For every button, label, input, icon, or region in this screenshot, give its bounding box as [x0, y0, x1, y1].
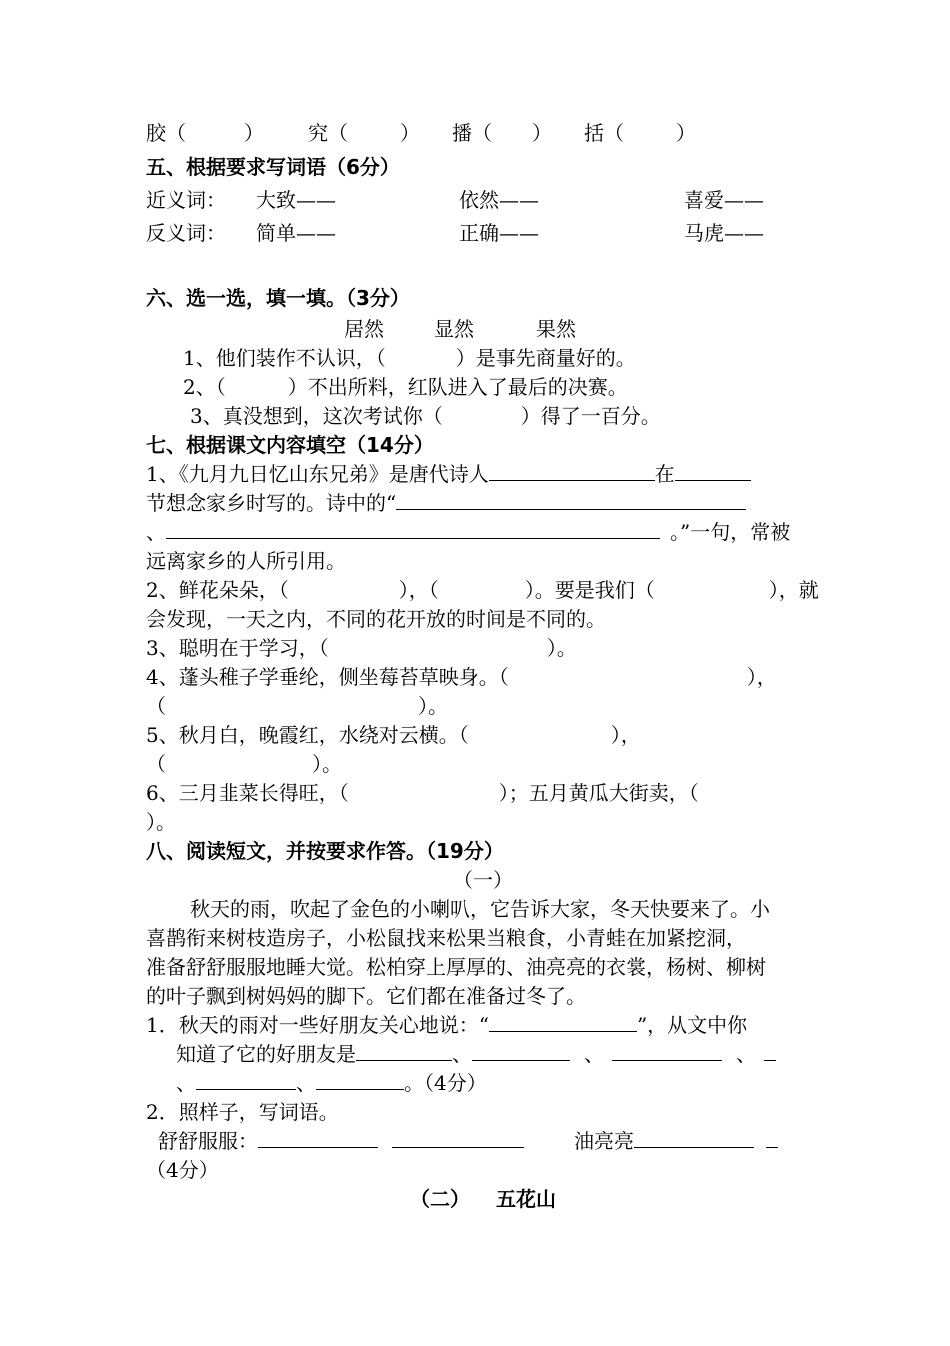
char-jiao: 胶（ — [146, 121, 186, 145]
s7-q2-line1: 2、鲜花朵朵，（ ），（ ）。要是我们（ ），就 — [146, 578, 819, 602]
blank-poet[interactable] — [489, 460, 655, 481]
s6-question-3: 3、真没想到，这次考试你（ ）得了一百分。 — [190, 404, 661, 428]
s7-q1-line4: 远离家乡的人所引用。 — [146, 549, 346, 573]
s8-q1-line1: 1．秋天的雨对一些好朋友关心地说：“ ”，从文中你 — [146, 1013, 748, 1037]
blank-word-3[interactable] — [634, 1127, 754, 1148]
s6-question-1: 1、他们装作不认识，（ ）是事先商量好的。 — [183, 346, 636, 370]
char-kuo: 括（ — [584, 121, 624, 145]
near-word-2: 依然—— — [459, 188, 539, 212]
anti-word-3: 马虎—— — [684, 221, 764, 245]
near-word-1: 大致—— — [256, 188, 336, 212]
passage-line-4: 的叶子飘到树妈妈的脚下。它们都在准备过冬了。 — [146, 984, 586, 1008]
option-word-3: 果然 — [536, 317, 576, 341]
s7-q5-line1: 5、秋月白，晚霞红，水绕对云横。（ ）， — [146, 723, 641, 747]
s7-q4-line2: （ ）。 — [146, 694, 448, 718]
s7-q6-line1: 6、三月韭菜长得旺，（ ）；五月黄瓜大街卖，（ — [146, 781, 699, 805]
blank-quote[interactable] — [489, 1011, 637, 1032]
anti-word-2: 正确—— — [459, 221, 539, 245]
passage-1-label: （一） — [453, 868, 513, 892]
anti-label: 反义词： — [146, 221, 226, 245]
s7-q6-line2: ）。 — [146, 810, 176, 834]
s6-question-2: 2、（ ）不出所料，红队进入了最后的决赛。 — [183, 375, 628, 399]
char-jiu: 究（ — [308, 121, 348, 145]
section-7-heading: 七、根据课文内容填空（14分） — [146, 433, 434, 457]
s8-q2-example-row: 舒舒服服： 油亮亮 — [158, 1127, 778, 1155]
passage-2-title: （二） 五花山 — [410, 1187, 556, 1211]
blank-friend-3[interactable] — [612, 1040, 722, 1061]
pinyin-row: 胶（ ） 究（ ） 播（ ） 括（ ） — [146, 121, 696, 145]
s7-q1-line3: 、 。”一句，常被 — [146, 520, 791, 544]
s7-q1-line2: 节想念家乡时写的。诗中的“ — [146, 489, 746, 517]
near-word-3: 喜爱—— — [684, 188, 764, 212]
s7-q1-line1: 1、《九月九日忆山东兄弟》是唐代诗人 在 — [146, 460, 751, 488]
option-word-1: 居然 — [344, 317, 384, 341]
blank-friend-5[interactable] — [316, 1069, 404, 1090]
s8-q1-line2: 知道了它的好朋友是 、 、 、 — [176, 1040, 776, 1068]
passage-line-2: 喜鹊衔来树枝造房子，小松鼠找来松果当粮食，小青蛙在加紧挖洞， — [146, 926, 746, 950]
blank-festival[interactable] — [675, 460, 751, 481]
blank-friend-1[interactable] — [356, 1040, 452, 1061]
near-label: 近义词： — [146, 188, 226, 212]
passage-line-3: 准备舒舒服服地睡大觉。松柏穿上厚厚的、油亮亮的衣裳，杨树、柳树 — [146, 955, 766, 979]
section-6-heading: 六、选一选，填一填。（3分） — [146, 286, 410, 310]
blank-verse-1[interactable] — [396, 489, 746, 510]
s7-q2-line2: 会发现，一天之内，不同的花开放的时间是不同的。 — [146, 607, 606, 631]
blank-word-2[interactable] — [392, 1127, 524, 1148]
blank-friend-4[interactable] — [196, 1069, 296, 1090]
s7-q4-line1: 4、蓬头稚子学垂纶，侧坐莓苔草映身。（ ）， — [146, 665, 777, 689]
passage-line-1: 秋天的雨，吹起了金色的小喇叭，它告诉大家，冬天快要来了。小 — [190, 897, 770, 921]
section-5-heading: 五、根据要求写词语（6分） — [146, 155, 400, 179]
s8-q1-line3: 、 、 。（4分） — [176, 1071, 487, 1095]
anti-word-1: 简单—— — [256, 221, 336, 245]
option-word-2: 显然 — [434, 317, 474, 341]
s7-q3: 3、聪明在于学习，（ ）。 — [146, 636, 577, 660]
section-8-heading: 八、阅读短文，并按要求作答。（19分） — [146, 839, 504, 863]
blank-word-1[interactable] — [258, 1127, 378, 1148]
s7-q5-line2: （ ）。 — [146, 752, 342, 776]
s8-q2-score: （4分） — [146, 1158, 219, 1182]
char-bo: 播（ — [452, 121, 492, 145]
blank-verse-2[interactable] — [166, 518, 660, 539]
s8-q2: 2．照样子，写词语。 — [146, 1100, 339, 1124]
blank-friend-2[interactable] — [472, 1040, 570, 1061]
